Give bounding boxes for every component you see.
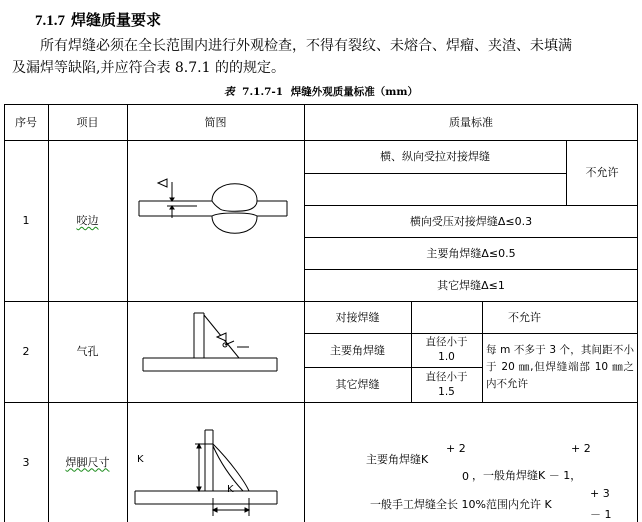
row3-no: 3 <box>22 455 30 469</box>
row1-item <box>48 140 127 301</box>
caption-number: 7.1.7-1 <box>242 86 284 98</box>
weld-quality-table <box>4 104 638 522</box>
leg-k-horizontal: K <box>227 484 234 495</box>
table-caption <box>0 84 642 99</box>
leg-k-vertical: K <box>137 454 144 465</box>
row1-std-4: 主要角焊缝Δ≤0.5 <box>426 246 516 260</box>
paragraph-line-1: 所有焊缝必须在全长范围内进行外观检查，不得有裂纹、未熔合、焊瘤、夹渣、未填满 <box>40 38 572 54</box>
header-item: 项目 <box>76 115 99 129</box>
caption-title: 焊缝外观质量标准（mm） <box>290 86 418 98</box>
header-sketch: 简图 <box>204 115 227 129</box>
row2-no: 2 <box>22 345 30 358</box>
formula-plus2a: + 2 <box>446 442 466 455</box>
row3-item-text: 焊脚尺寸 <box>65 455 110 469</box>
header-standard: 质量标准 <box>449 115 493 129</box>
row1-not-allowed: 不允许 <box>585 166 619 179</box>
row2-type-2: 主要角焊缝 <box>330 343 385 357</box>
section-number: 7.1.7 <box>35 13 65 29</box>
formula-minus1: － 1 <box>590 508 612 521</box>
row1-item-text: 咬边 <box>76 214 99 227</box>
undercut-sketch <box>127 140 304 301</box>
row1-std-5: 其它焊缝Δ≤1 <box>437 278 505 292</box>
formula-line3: 一般手工焊缝全长 10%范围内允许 K <box>370 498 552 511</box>
row1-std-2 <box>304 173 566 205</box>
row1-no: 1 <box>22 214 30 227</box>
porosity-sketch <box>127 301 304 402</box>
formula-line1: 主要角焊缝K <box>366 453 429 466</box>
row2-item: 气孔 <box>76 345 99 358</box>
formula-plus3: + 3 <box>590 487 610 500</box>
formula-plus2b: + 2 <box>571 442 591 455</box>
section-title: 焊缝质量要求 <box>71 11 162 29</box>
row2-shared-rule: 每 m 不多于 3 个，其间距不小于 20 ㎜,但焊缝端部 10 ㎜之内不允许 <box>486 344 634 390</box>
row3-item <box>48 402 127 522</box>
formula-line2: ，一般角焊缝K － 1， <box>472 469 582 482</box>
row1-std-3: 横向受压对接焊缝Δ≤0.3 <box>409 214 533 228</box>
header-no: 序号 <box>15 115 37 129</box>
leg-size-sketch <box>127 402 304 522</box>
body-paragraph <box>12 35 634 79</box>
paragraph-line-2: 及漏焊等缺陷,并应符合表 8.7.1 的的规定。 <box>12 60 285 76</box>
caption-prefix: 表 <box>224 86 235 98</box>
row2-rule-1: 不允许 <box>508 310 541 324</box>
row1-std-1: 横、纵向受拉对接焊缝 <box>380 150 490 163</box>
section-heading <box>35 9 161 30</box>
row2-size-2: 直径小于1.0 <box>425 336 468 363</box>
row2-type-3: 其它焊缝 <box>335 378 380 391</box>
row2-type-1: 对接焊缝 <box>335 310 380 324</box>
row2-size-3: 直径小于1.5 <box>425 370 468 398</box>
formula-zero: 0 <box>462 470 469 483</box>
